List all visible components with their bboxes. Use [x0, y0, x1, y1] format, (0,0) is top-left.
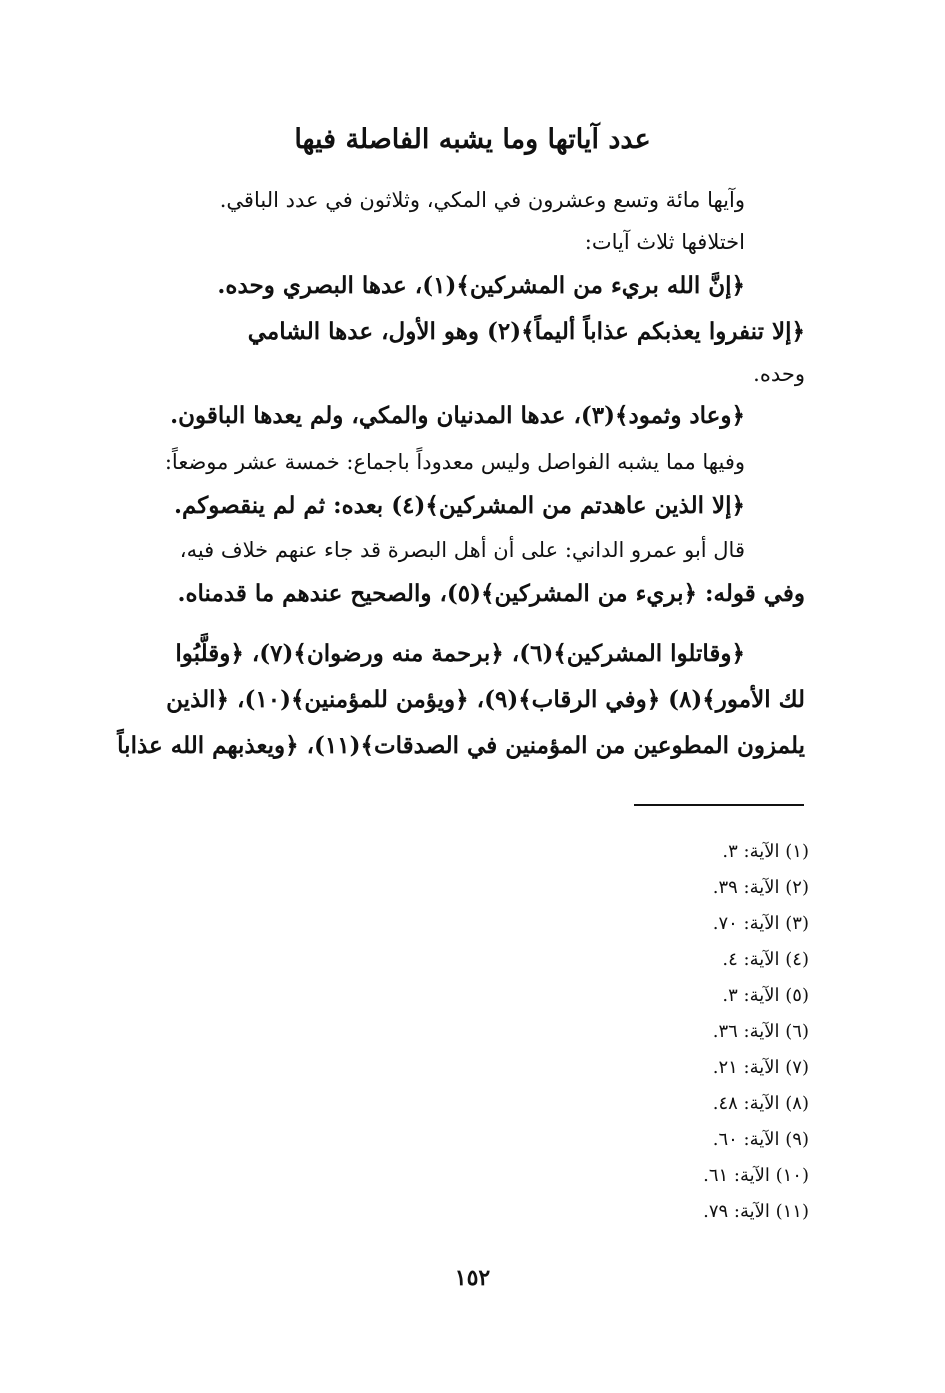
- footnote-3: (٣) الآية: ٧٠.: [712, 913, 809, 934]
- footnote-1: (١) الآية: ٣.: [722, 841, 809, 862]
- body-line-1: وآيها مائة وتسع وعشرون في المكي، وثلاثون في عدد الباقي.: [219, 188, 745, 212]
- body-line-8b: وفي قوله: ﴿بريء من المشركين﴾(٥)، والصحيح عندهم ما قدمناه.: [177, 580, 805, 607]
- body-line-5: ﴿وعاد وثمود﴾(٣)، عدها المدنيان والمكي، ولم يعدها الباقون.: [170, 402, 745, 429]
- quran-line-2: لك الأمور﴾(٨) ﴿وفي الرقاب﴾(٩)، ﴿ويؤمن للمؤمنين﴾(١٠)، ﴿الذين: [166, 686, 805, 713]
- body-line-6: وفيها مما يشبه الفواصل وليس معدوداً باجماع: خمسة عشر موضعاً:: [164, 450, 745, 474]
- footnote-9: (٩) الآية: ٦٠.: [712, 1129, 809, 1150]
- body-line-4b: وحده.: [753, 362, 805, 386]
- quran-line-1: ﴿وقاتلوا المشركين﴾(٦)، ﴿برحمة منه ورضوان﴾(٧)، ﴿وقلَّبُوا: [175, 640, 745, 667]
- body-line-2: اختلافها ثلاث آيات:: [584, 230, 745, 254]
- footnote-8: (٨) الآية: ٤٨.: [712, 1093, 809, 1114]
- footnote-7: (٧) الآية: ٢١.: [712, 1057, 809, 1078]
- body-line-3: ﴿إنَّ الله بريء من المشركين﴾(١)، عدها البصري وحده.: [217, 272, 745, 299]
- body-line-8a: قال أبو عمرو الداني: على أن أهل البصرة قد جاء عنهم خلاف فيه،: [179, 538, 745, 562]
- section-title: عدد آياتها وما يشبه الفاصلة فيها: [294, 124, 651, 155]
- page-number: ١٥٢: [454, 1265, 491, 1291]
- footnote-2: (٢) الآية: ٣٩.: [712, 877, 809, 898]
- footnote-4: (٤) الآية: ٤.: [722, 949, 809, 970]
- footnote-11: (١١) الآية: ٧٩.: [703, 1201, 809, 1222]
- footnote-6: (٦) الآية: ٣٦.: [712, 1021, 809, 1042]
- footnote-5: (٥) الآية: ٣.: [722, 985, 809, 1006]
- body-line-7: ﴿إلا الذين عاهدتم من المشركين﴾(٤) بعده: ثم لم ينقصوكم.: [173, 492, 745, 519]
- body-line-4a: ﴿إلا تنفروا يعذبكم عذاباً أليماً﴾(٢) وهو الأول، عدها الشامي: [247, 318, 805, 345]
- footnote-10: (١٠) الآية: ٦١.: [703, 1165, 809, 1186]
- quran-line-3: يلمزون المطوعين من المؤمنين في الصدقات﴾(١١)، ﴿ويعذبهم الله عذاباً: [117, 732, 805, 759]
- footnote-separator: [634, 804, 804, 806]
